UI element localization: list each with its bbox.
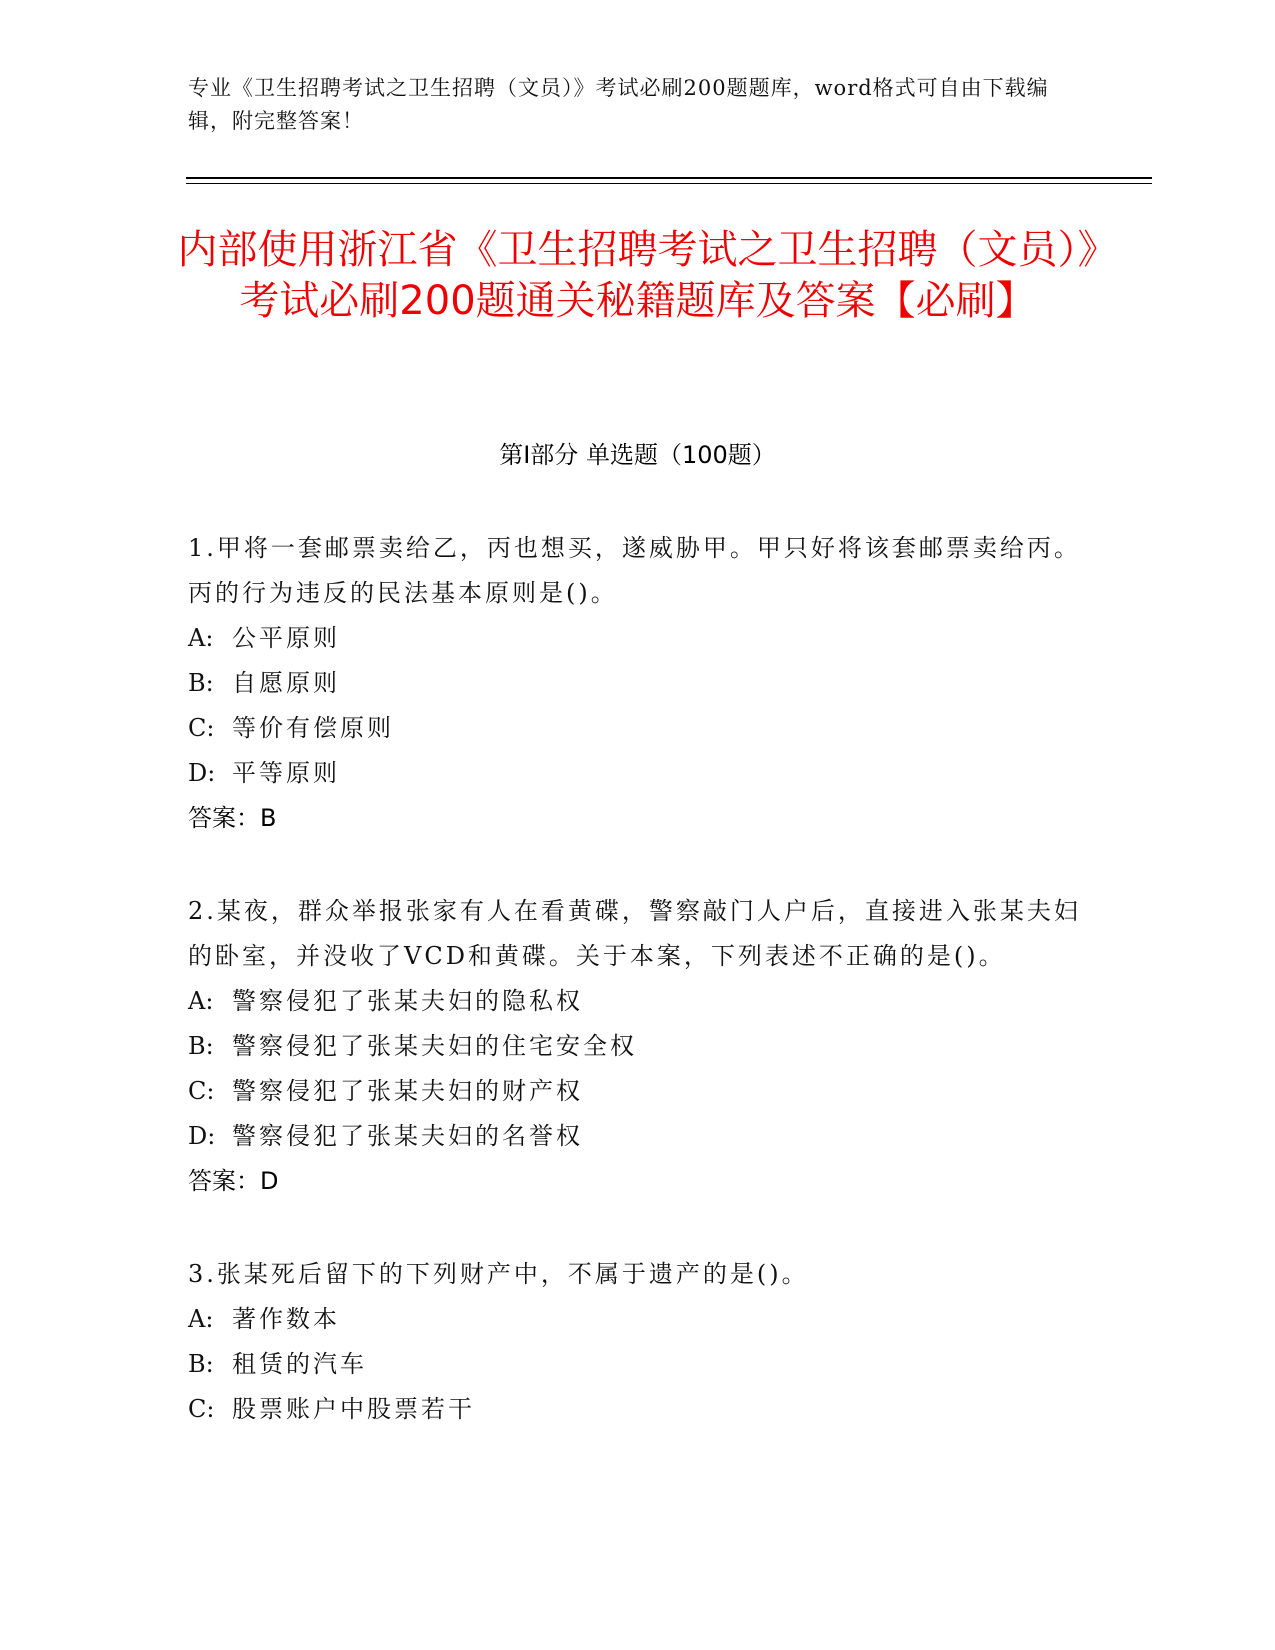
option-text: 警察侵犯了张某夫妇的隐私权 bbox=[232, 987, 583, 1015]
option-letter: D: bbox=[188, 759, 216, 787]
option-letter: A: bbox=[188, 1305, 214, 1333]
option-b bbox=[188, 661, 1088, 706]
option-text: 股票账户中股票若干 bbox=[232, 1395, 475, 1423]
question-stem: 1.甲将一套邮票卖给乙，丙也想买，遂威胁甲。甲只好将该套邮票卖给丙。丙的行为违反的民法基本原则是()。 bbox=[188, 534, 1081, 607]
header-divider-thin bbox=[186, 183, 1152, 184]
question-stem: 2.某夜，群众举报张家有人在看黄碟，警察敲门人户后，直接进入张某夫妇的卧室，并没收了VCD和黄碟。关于本案，下列表述不正确的是()。 bbox=[188, 897, 1081, 970]
option-letter: B: bbox=[188, 1032, 214, 1060]
option-letter: B: bbox=[188, 1350, 214, 1378]
option-b bbox=[188, 1024, 1088, 1069]
option-a bbox=[188, 1297, 1088, 1342]
option-text: 警察侵犯了张某夫妇的住宅安全权 bbox=[232, 1032, 637, 1060]
option-letter: D: bbox=[188, 1122, 216, 1150]
document-title: 内部使用浙江省《卫生招聘考试之卫生招聘（文员）》考试必刷200题通关秘籍题库及答案【必刷】 bbox=[177, 227, 1098, 324]
option-text: 平等原则 bbox=[232, 759, 340, 787]
option-text: 公平原则 bbox=[232, 624, 340, 652]
header-divider bbox=[186, 177, 1152, 179]
question-2 bbox=[188, 889, 1088, 1204]
option-text: 自愿原则 bbox=[232, 669, 340, 697]
question-3 bbox=[188, 1252, 1088, 1432]
question-1 bbox=[188, 526, 1088, 841]
option-letter: A: bbox=[188, 624, 214, 652]
option-b bbox=[188, 1342, 1088, 1387]
option-text: 等价有偿原则 bbox=[232, 714, 394, 742]
option-letter: A: bbox=[188, 987, 214, 1015]
option-d bbox=[188, 751, 1088, 796]
option-letter: C: bbox=[188, 1395, 215, 1423]
option-text: 著作数本 bbox=[232, 1305, 340, 1333]
option-letter: C: bbox=[188, 1077, 215, 1105]
option-c bbox=[188, 1069, 1088, 1114]
option-c bbox=[188, 706, 1088, 751]
option-text: 警察侵犯了张某夫妇的名誉权 bbox=[232, 1122, 583, 1150]
option-c bbox=[188, 1387, 1088, 1432]
answer-line: 答案：D bbox=[188, 1167, 279, 1195]
answer-line: 答案：B bbox=[188, 804, 277, 832]
option-text: 租赁的汽车 bbox=[232, 1350, 367, 1378]
question-list bbox=[188, 526, 1088, 1480]
header-note: 专业《卫生招聘考试之卫生招聘（文员）》考试必刷200题题库，word格式可自由下载编辑，附完整答案！ bbox=[188, 76, 1049, 133]
question-stem: 3.张某死后留下的下列财产中，不属于遗产的是()。 bbox=[188, 1260, 809, 1288]
option-text: 警察侵犯了张某夫妇的财产权 bbox=[232, 1077, 583, 1105]
section-heading: 第I部分 单选题（100题） bbox=[499, 441, 776, 469]
option-letter: C: bbox=[188, 714, 215, 742]
option-letter: B: bbox=[188, 669, 214, 697]
option-a bbox=[188, 979, 1088, 1024]
option-d bbox=[188, 1114, 1088, 1159]
option-a bbox=[188, 616, 1088, 661]
